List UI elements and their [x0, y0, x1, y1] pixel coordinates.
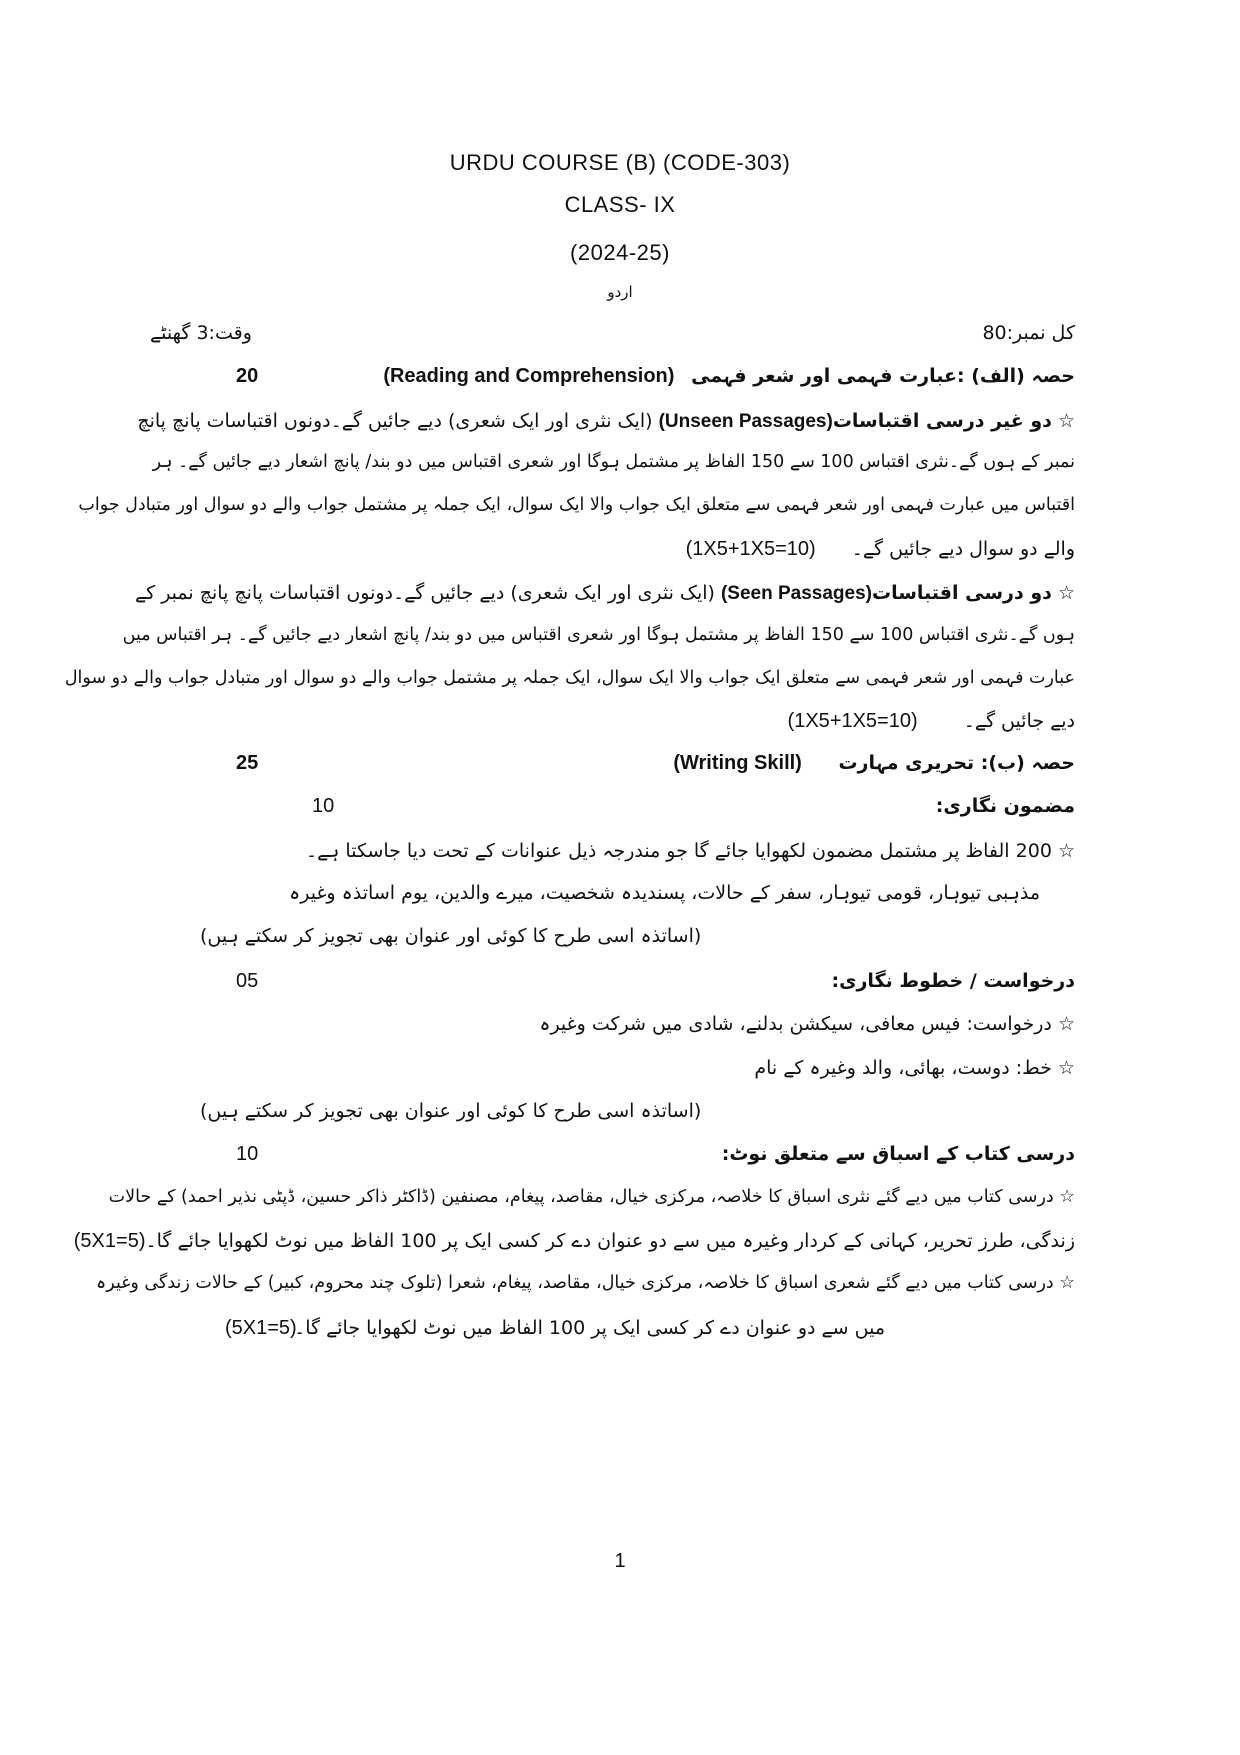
unseen-formula: (1X5+1X5=10) [685, 538, 816, 560]
class-label: CLASS- IX [564, 192, 676, 217]
letter-text: خط: دوست، بھائی، والد وغیرہ کے نام [754, 1057, 1052, 1079]
unseen-line-3: اقتباس میں عبارت فہمی اور شعر فہمی سے متعلق ایک جواب والا ایک سوال، ایک جملہ پر مشتمل جواب والے دو سوال اور متبادل جواب [78, 495, 1075, 515]
section-b-heading [673, 752, 1075, 775]
seen-line-4 [788, 710, 1075, 733]
section-a-marks: 20 [236, 365, 259, 387]
prose-formula: (5X1=5) [73, 1230, 146, 1252]
poetry-line-1 [96, 1273, 1075, 1293]
unseen-line-2: نمبر کے ہوں گے۔نثری اقتباس 100 سے 150 الفاظ پر مشتمل ہوگا اور شعری اقتباس میں دو بند/ پانچ اشعار دیے جائیں گے۔ ہر [152, 452, 1075, 472]
star-bullet-icon: ☆ [1057, 1013, 1075, 1035]
prose-line-1-text: درسی کتاب میں دیے گئے نثری اسباق کا خلاصہ، مرکزی خیال، مقاصد، پیغام، مصنفین (ڈاکٹر ذاکر حسین، ڈپٹی نذیر احمد) کے حالات [108, 1187, 1054, 1207]
section-a-heading [383, 365, 1075, 388]
page-number: 1 [614, 1550, 626, 1572]
letters-note: (اساتذہ اسی طرح کا کوئی اور عنوان بھی تجویز کر سکتے ہیں) [200, 1100, 702, 1122]
total-marks: کل نمبر:80 [982, 322, 1075, 344]
star-bullet-icon: ☆ [1057, 582, 1075, 604]
time-allowed: وقت:3 گھنٹے [150, 322, 252, 344]
star-bullet-icon: ☆ [1057, 840, 1075, 862]
essay-note: (اساتذہ اسی طرح کا کوئی اور عنوان بھی تجویز کر سکتے ہیں) [200, 925, 702, 947]
application-line [539, 1013, 1075, 1035]
letters-title: درخواست / خطوط نگاری: [831, 970, 1075, 992]
unseen-lead-en: (Unseen Passages) [658, 411, 833, 432]
essay-line-1 [306, 840, 1075, 862]
notes-title: درسی کتاب کے اسباق سے متعلق نوٹ: [721, 1143, 1075, 1165]
unseen-lead: دو غیر درسی اقتباسات [832, 410, 1052, 432]
poetry-line-2: میں سے دو عنوان دے کر کسی ایک پر 100 الفاظ میں نوٹ لکھوایا جائے گا۔ [294, 1317, 885, 1339]
unseen-line-4 [686, 538, 1075, 561]
essay-topics: مذہبی تیوہار، قومی تیوہار، سفر کے حالات، پسندیدہ شخصیت، میرے والدین، یوم اساتذہ وغیرہ [289, 882, 1040, 904]
seen-line-1-rest: (ایک نثری اور ایک شعری) دیے جائیں گے۔دونوں اقتباسات پانچ پانچ نمبر کے [134, 582, 715, 604]
prose-line-1 [109, 1187, 1075, 1207]
poetry-line-1-text: درسی کتاب میں دیے گئے شعری اسباق کا خلاصہ، مرکزی خیال، مقاصد، پیغام، شعرا (تلوک چند محروم، کبیر) کے حالات زندگی وغیرہ [96, 1273, 1054, 1293]
application-text: درخواست: فیس معافی، سیکشن بدلنے، شادی میں شرکت وغیرہ [539, 1013, 1052, 1035]
prose-line-2 [74, 1230, 1075, 1253]
essay-line-1-text: 200 الفاظ پر مشتمل مضمون لکھوایا جائے گا جو مندرجہ ذیل عنوانات کے تحت دیا جاسکتا ہے۔ [305, 840, 1052, 862]
letters-marks: 05 [236, 970, 259, 992]
star-bullet-icon: ☆ [1059, 1273, 1075, 1293]
section-a-heading-ur: حصہ (الف) :عبارت فہمی اور شعر فہمی [691, 365, 1075, 387]
essay-title: مضمون نگاری: [935, 795, 1075, 817]
star-bullet-icon: ☆ [1057, 410, 1075, 432]
section-b-heading-en: (Writing Skill) [673, 752, 802, 774]
seen-line-2: ہوں گے۔نثری اقتباس 100 سے 150 الفاظ پر مشتمل ہوگا اور شعری اقتباس میں دو بند/ پانچ اشعار دیے جائیں گے۔ ہر اقتباس میں [122, 625, 1075, 645]
course-title: URDU COURSE (B) (CODE-303) [449, 150, 791, 175]
poetry-formula: (5X1=5) [225, 1317, 297, 1339]
section-b-heading-ur: حصہ (ب): تحریری مہارت [838, 752, 1075, 774]
star-bullet-icon: ☆ [1059, 1187, 1075, 1207]
seen-lead: دو درسی اقتباسات [872, 582, 1052, 604]
seen-line-1 [135, 582, 1075, 605]
seen-line-3: عبارت فہمی اور شعر فہمی سے متعلق ایک جواب والا ایک سوال، ایک جملہ پر مشتمل جواب والے دو سوال اور متبادل جواب والے دو سوال [64, 668, 1075, 688]
seen-lead-en: (Seen Passages) [720, 583, 872, 604]
letter-line [754, 1057, 1075, 1079]
seen-line-4-text: دیے جائیں گے۔ [963, 710, 1075, 732]
unseen-line-1-rest: (ایک نثری اور ایک شعری) دیے جائیں گے۔دونوں اقتباسات پانچ پانچ [137, 410, 653, 432]
prose-line-2-text: زندگی، طرز تحریر، کہانی کے کردار وغیرہ میں سے دو عنوان دے کر کسی ایک پر 100 الفاظ میں نوٹ لکھوایا جائے گا۔ [145, 1230, 1075, 1252]
star-bullet-icon: ☆ [1057, 1057, 1075, 1079]
notes-marks: 10 [236, 1143, 259, 1165]
language-label: اردو [607, 283, 633, 301]
unseen-line-4-text: والے دو سوال دیے جائیں گے۔ [851, 538, 1075, 560]
unseen-line-1 [137, 410, 1075, 433]
essay-marks: 10 [312, 795, 335, 817]
session-year: (2024-25) [570, 240, 670, 265]
seen-formula: (1X5+1X5=10) [787, 710, 918, 732]
section-a-heading-en: (Reading and Comprehension) [383, 365, 675, 387]
section-b-marks: 25 [236, 752, 259, 774]
